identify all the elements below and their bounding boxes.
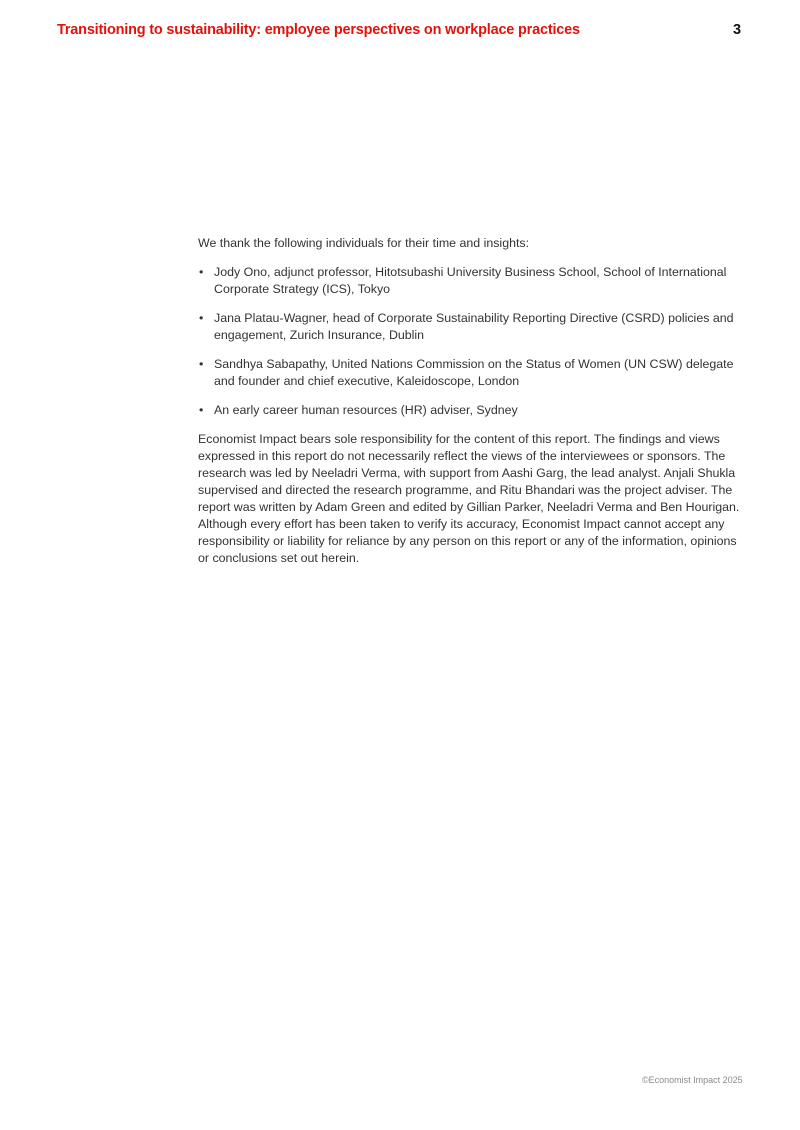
list-item <box>198 310 746 344</box>
bullet-icon: • <box>199 403 204 417</box>
disclaimer-paragraph: Economist Impact bears sole responsibility for the content of this report. The findings and views expressed in this report do not necessarily reflect the views of the interviewees or sponsors. The research was led by Neeladri Verma, with support from Aashi Garg, the lead analyst. Anjali Shukla supervised and directed the research programme, and Ritu Bhandari was the project adviser. The report was written by Adam Green and edited by Gillian Parker, Neeladri Verma and Ben Hourigan. Although every effort has been taken to verify its accuracy, Economist Impact cannot accept any responsibility or liability for reliance by any person on this report or any of the information, opinions or conclusions set out herein. <box>198 432 740 565</box>
page-number: 3 <box>733 22 742 38</box>
list-item <box>198 356 746 390</box>
acknowledgements-intro: We thank the following individuals for their time and insights: <box>198 236 530 250</box>
list-item <box>198 402 746 419</box>
list-item-text: An early career human resources (HR) adviser, Sydney <box>214 403 518 417</box>
bullet-icon: • <box>199 357 204 371</box>
list-item-text: Jana Platau-Wagner, head of Corporate Sustainability Reporting Directive (CSRD) policies and engagement, Zurich Insurance, Dublin <box>214 311 734 342</box>
acknowledgements-list <box>198 264 746 419</box>
footer-copyright: ©Economist Impact 2025 <box>642 1075 743 1085</box>
list-item-text: Sandhya Sabapathy, United Nations Commission on the Status of Women (UN CSW) delegate and founder and chief executive, Kaleidoscope, London <box>214 357 734 388</box>
list-item-text: Jody Ono, adjunct professor, Hitotsubashi University Business School, School of International Corporate Strategy (ICS), Tokyo <box>214 265 727 296</box>
list-item <box>198 264 746 298</box>
bullet-icon: • <box>199 311 204 325</box>
header-title: Transitioning to sustainability: employee perspectives on workplace practices <box>57 22 580 38</box>
bullet-icon: • <box>199 265 204 279</box>
acknowledgements-section <box>198 235 746 567</box>
